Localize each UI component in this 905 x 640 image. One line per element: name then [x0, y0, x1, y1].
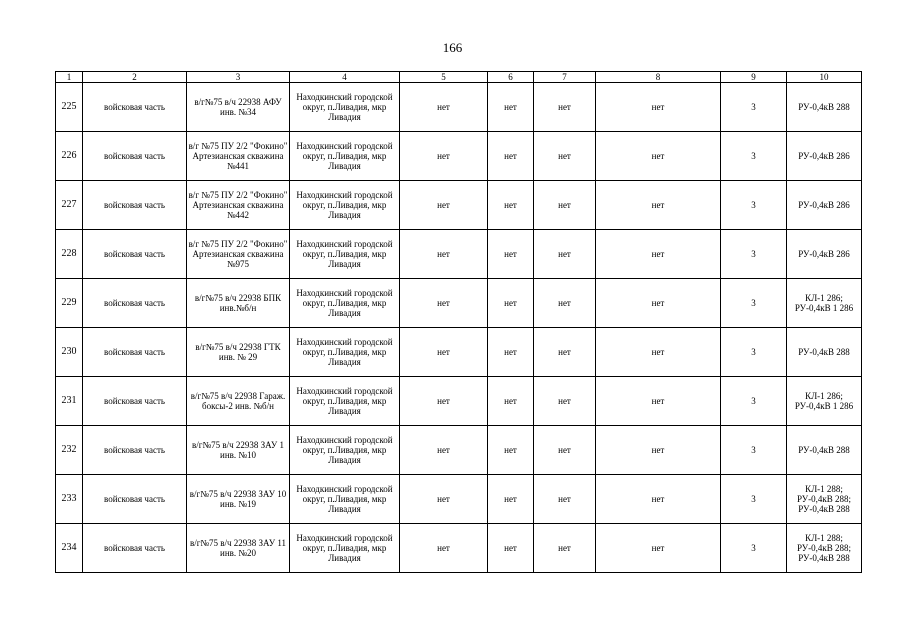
object-cell: в/г №75 ПУ 2/2 "Фокино" Артезианская скважина №441 [187, 132, 290, 181]
col8-cell: нет [596, 83, 721, 132]
category-cell: 3 [721, 328, 787, 377]
owner-cell: войсковая часть [83, 181, 187, 230]
supply-point-cell: РУ-0,4кВ 288 [787, 328, 862, 377]
col5-cell: нет [400, 426, 488, 475]
col7-cell: нет [534, 524, 596, 573]
col7-cell: нет [534, 328, 596, 377]
column-header-2: 2 [83, 72, 187, 83]
row-number-cell: 234 [56, 524, 83, 573]
category-cell: 3 [721, 132, 787, 181]
owner-cell: войсковая часть [83, 475, 187, 524]
col8-cell: нет [596, 279, 721, 328]
row-number-cell: 225 [56, 83, 83, 132]
address-cell: Находкинский городской округ, п.Ливадия, мкр Ливадия [290, 328, 400, 377]
address-cell: Находкинский городской округ, п.Ливадия, мкр Ливадия [290, 524, 400, 573]
col8-cell: нет [596, 475, 721, 524]
owner-cell: войсковая часть [83, 279, 187, 328]
col6-cell: нет [488, 132, 534, 181]
row-number-cell: 229 [56, 279, 83, 328]
table-row [56, 426, 862, 475]
row-number-cell: 226 [56, 132, 83, 181]
col5-cell: нет [400, 328, 488, 377]
column-header-9: 9 [721, 72, 787, 83]
col8-cell: нет [596, 328, 721, 377]
category-cell: 3 [721, 475, 787, 524]
column-header-7: 7 [534, 72, 596, 83]
table-row [56, 475, 862, 524]
category-cell: 3 [721, 279, 787, 328]
table-row [56, 377, 862, 426]
owner-cell: войсковая часть [83, 230, 187, 279]
col7-cell: нет [534, 230, 596, 279]
col6-cell: нет [488, 83, 534, 132]
supply-point-cell: КЛ-1 286; РУ-0,4кВ 1 286 [787, 279, 862, 328]
row-number-cell: 230 [56, 328, 83, 377]
col8-cell: нет [596, 377, 721, 426]
object-cell: в/г №75 ПУ 2/2 "Фокино" Артезианская скважина №442 [187, 181, 290, 230]
table-body [56, 83, 862, 573]
object-cell: в/г №75 ПУ 2/2 "Фокино" Артезианская скважина №975 [187, 230, 290, 279]
row-number-cell: 228 [56, 230, 83, 279]
object-cell: в/г№75 в/ч 22938 ЗАУ 10 инв. №19 [187, 475, 290, 524]
table-row [56, 279, 862, 328]
category-cell: 3 [721, 426, 787, 475]
owner-cell: войсковая часть [83, 377, 187, 426]
table-row [56, 83, 862, 132]
registry-table [55, 71, 862, 573]
col7-cell: нет [534, 377, 596, 426]
column-header-3: 3 [187, 72, 290, 83]
address-cell: Находкинский городской округ, п.Ливадия, мкр Ливадия [290, 377, 400, 426]
col6-cell: нет [488, 279, 534, 328]
col7-cell: нет [534, 83, 596, 132]
column-header-8: 8 [596, 72, 721, 83]
address-cell: Находкинский городской округ, п.Ливадия, мкр Ливадия [290, 426, 400, 475]
table-header [56, 72, 862, 83]
col5-cell: нет [400, 230, 488, 279]
col6-cell: нет [488, 181, 534, 230]
column-header-4: 4 [290, 72, 400, 83]
category-cell: 3 [721, 230, 787, 279]
col6-cell: нет [488, 328, 534, 377]
supply-point-cell: КЛ-1 286; РУ-0,4кВ 1 286 [787, 377, 862, 426]
table-row [56, 230, 862, 279]
supply-point-cell: КЛ-1 288; РУ-0,4кВ 288; РУ-0,4кВ 288 [787, 524, 862, 573]
col8-cell: нет [596, 524, 721, 573]
col8-cell: нет [596, 181, 721, 230]
column-header-5: 5 [400, 72, 488, 83]
object-cell: в/г№75 в/ч 22938 БПК инв.№б/н [187, 279, 290, 328]
col5-cell: нет [400, 377, 488, 426]
col7-cell: нет [534, 181, 596, 230]
supply-point-cell: РУ-0,4кВ 286 [787, 181, 862, 230]
column-header-6: 6 [488, 72, 534, 83]
table-row [56, 524, 862, 573]
col5-cell: нет [400, 524, 488, 573]
column-header-1: 1 [56, 72, 83, 83]
col5-cell: нет [400, 181, 488, 230]
col7-cell: нет [534, 279, 596, 328]
supply-point-cell: РУ-0,4кВ 286 [787, 132, 862, 181]
object-cell: в/г№75 в/ч 22938 ЗАУ 1 инв. №10 [187, 426, 290, 475]
row-number-cell: 227 [56, 181, 83, 230]
row-number-cell: 233 [56, 475, 83, 524]
header-row [56, 72, 862, 83]
object-cell: в/г№75 в/ч 22938 АФУ инв. №34 [187, 83, 290, 132]
supply-point-cell: РУ-0,4кВ 288 [787, 426, 862, 475]
col7-cell: нет [534, 132, 596, 181]
col6-cell: нет [488, 230, 534, 279]
category-cell: 3 [721, 83, 787, 132]
column-header-10: 10 [787, 72, 862, 83]
col6-cell: нет [488, 475, 534, 524]
address-cell: Находкинский городской округ, п.Ливадия, мкр Ливадия [290, 132, 400, 181]
category-cell: 3 [721, 181, 787, 230]
address-cell: Находкинский городской округ, п.Ливадия, мкр Ливадия [290, 279, 400, 328]
object-cell: в/г№75 в/ч 22938 ГТК инв. № 29 [187, 328, 290, 377]
object-cell: в/г№75 в/ч 22938 ЗАУ 11 инв. №20 [187, 524, 290, 573]
owner-cell: войсковая часть [83, 426, 187, 475]
col7-cell: нет [534, 426, 596, 475]
address-cell: Находкинский городской округ, п.Ливадия, мкр Ливадия [290, 475, 400, 524]
page-number: 166 [442, 40, 463, 55]
address-cell: Находкинский городской округ, п.Ливадия, мкр Ливадия [290, 230, 400, 279]
address-cell: Находкинский городской округ, п.Ливадия, мкр Ливадия [290, 181, 400, 230]
col7-cell: нет [534, 475, 596, 524]
col5-cell: нет [400, 83, 488, 132]
table-row [56, 328, 862, 377]
address-cell: Находкинский городской округ, п.Ливадия, мкр Ливадия [290, 83, 400, 132]
row-number-cell: 232 [56, 426, 83, 475]
supply-point-cell: РУ-0,4кВ 286 [787, 230, 862, 279]
owner-cell: войсковая часть [83, 132, 187, 181]
col8-cell: нет [596, 426, 721, 475]
supply-point-cell: КЛ-1 288; РУ-0,4кВ 288; РУ-0,4кВ 288 [787, 475, 862, 524]
category-cell: 3 [721, 524, 787, 573]
table-row [56, 181, 862, 230]
col6-cell: нет [488, 524, 534, 573]
owner-cell: войсковая часть [83, 328, 187, 377]
col5-cell: нет [400, 132, 488, 181]
table-row [56, 132, 862, 181]
col5-cell: нет [400, 475, 488, 524]
col8-cell: нет [596, 230, 721, 279]
owner-cell: войсковая часть [83, 83, 187, 132]
category-cell: 3 [721, 377, 787, 426]
owner-cell: войсковая часть [83, 524, 187, 573]
object-cell: в/г№75 в/ч 22938 Гараж. боксы-2 инв. №б/н [187, 377, 290, 426]
col6-cell: нет [488, 377, 534, 426]
col6-cell: нет [488, 426, 534, 475]
supply-point-cell: РУ-0,4кВ 288 [787, 83, 862, 132]
col8-cell: нет [596, 132, 721, 181]
col5-cell: нет [400, 279, 488, 328]
row-number-cell: 231 [56, 377, 83, 426]
